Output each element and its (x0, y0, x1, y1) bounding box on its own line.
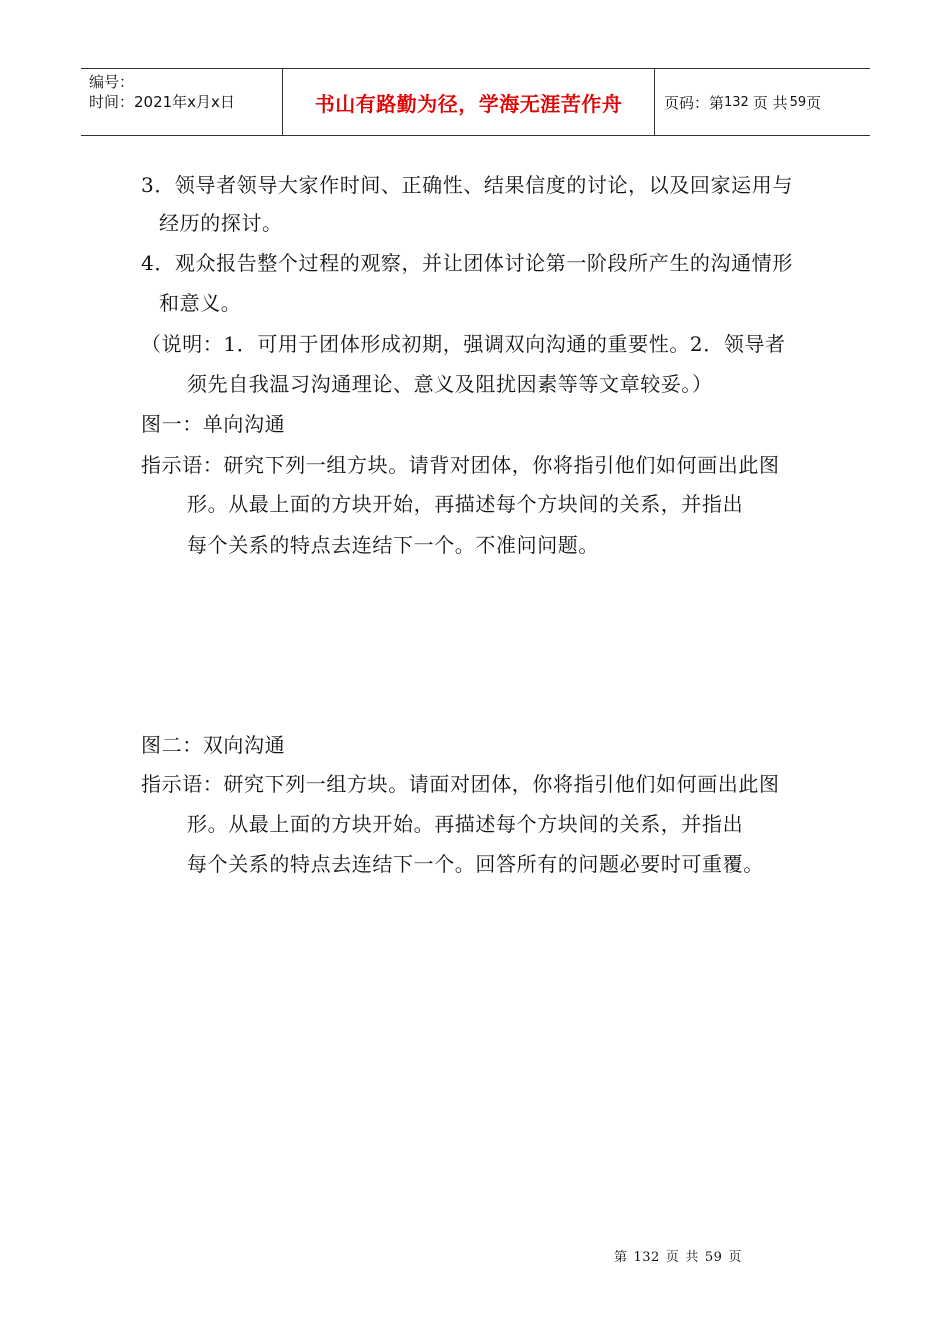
figure1-instruction-line3: 每个关系的特点去连结下一个。不准问问题。 (187, 533, 599, 557)
item4-line2: 和意义。 (159, 291, 242, 315)
footer-suffix: 页 (728, 1250, 742, 1265)
header-motto: 书山有路勤为径，学海无涯苦作舟 (282, 69, 655, 135)
item3-line1: 3．领导者领导大家作时间、正确性、结果信度的讨论，以及回家运用与 (141, 173, 793, 197)
serial-label: 编号： (89, 73, 135, 91)
footer-prefix: 第 (614, 1250, 628, 1265)
header-page-suffix: 页 (806, 93, 822, 112)
footer-current: 132 (633, 1250, 660, 1265)
note-line2: 须先自我温习沟通理论、意义及阻扰因素等等文章较妥。） (187, 372, 713, 396)
figure1-instruction-line2: 形。从最上面的方块开始，再描述每个方块间的关系，并指出 (187, 492, 744, 516)
figure2-instruction-line3: 每个关系的特点去连结下一个。回答所有的问题必要时可重覆。 (187, 852, 764, 876)
footer-total: 59 (704, 1250, 723, 1265)
footer-mid2: 共 (685, 1250, 699, 1265)
page-footer (611, 1246, 745, 1265)
header-page-mid: 页 共 (752, 93, 788, 112)
header-page-current: 132 (724, 94, 749, 110)
figure2-instruction-line2: 形。从最上面的方块开始。再描述每个方块间的关系，并指出 (187, 812, 744, 836)
figure2-instruction-line1: 指示语：研究下列一组方块。请面对团体，你将指引他们如何画出此图 (141, 772, 780, 796)
header-page-total: 59 (789, 94, 807, 110)
note-line1: （说明：1．可用于团体形成初期，强调双向沟通的重要性。2．领导者 (141, 332, 786, 356)
item4-line1: 4．观众报告整个过程的观察，并让团体讨论第一阶段所产生的沟通情形 (141, 251, 793, 275)
header-info-cell (81, 69, 282, 135)
header-page-prefix: 页码：第 (664, 93, 725, 112)
item3-line2: 经历的探讨。 (159, 211, 283, 235)
figure1-title: 图一：单向沟通 (141, 412, 286, 436)
figure1-instruction-line1: 指示语：研究下列一组方块。请背对团体，你将指引他们如何画出此图 (141, 453, 780, 477)
figure2-title: 图二：双向沟通 (141, 733, 286, 757)
header-page-info (655, 69, 870, 135)
page-header (81, 68, 870, 136)
time-label: 时间：2021年x月x日 (89, 93, 235, 111)
footer-mid1: 页 (665, 1250, 680, 1265)
